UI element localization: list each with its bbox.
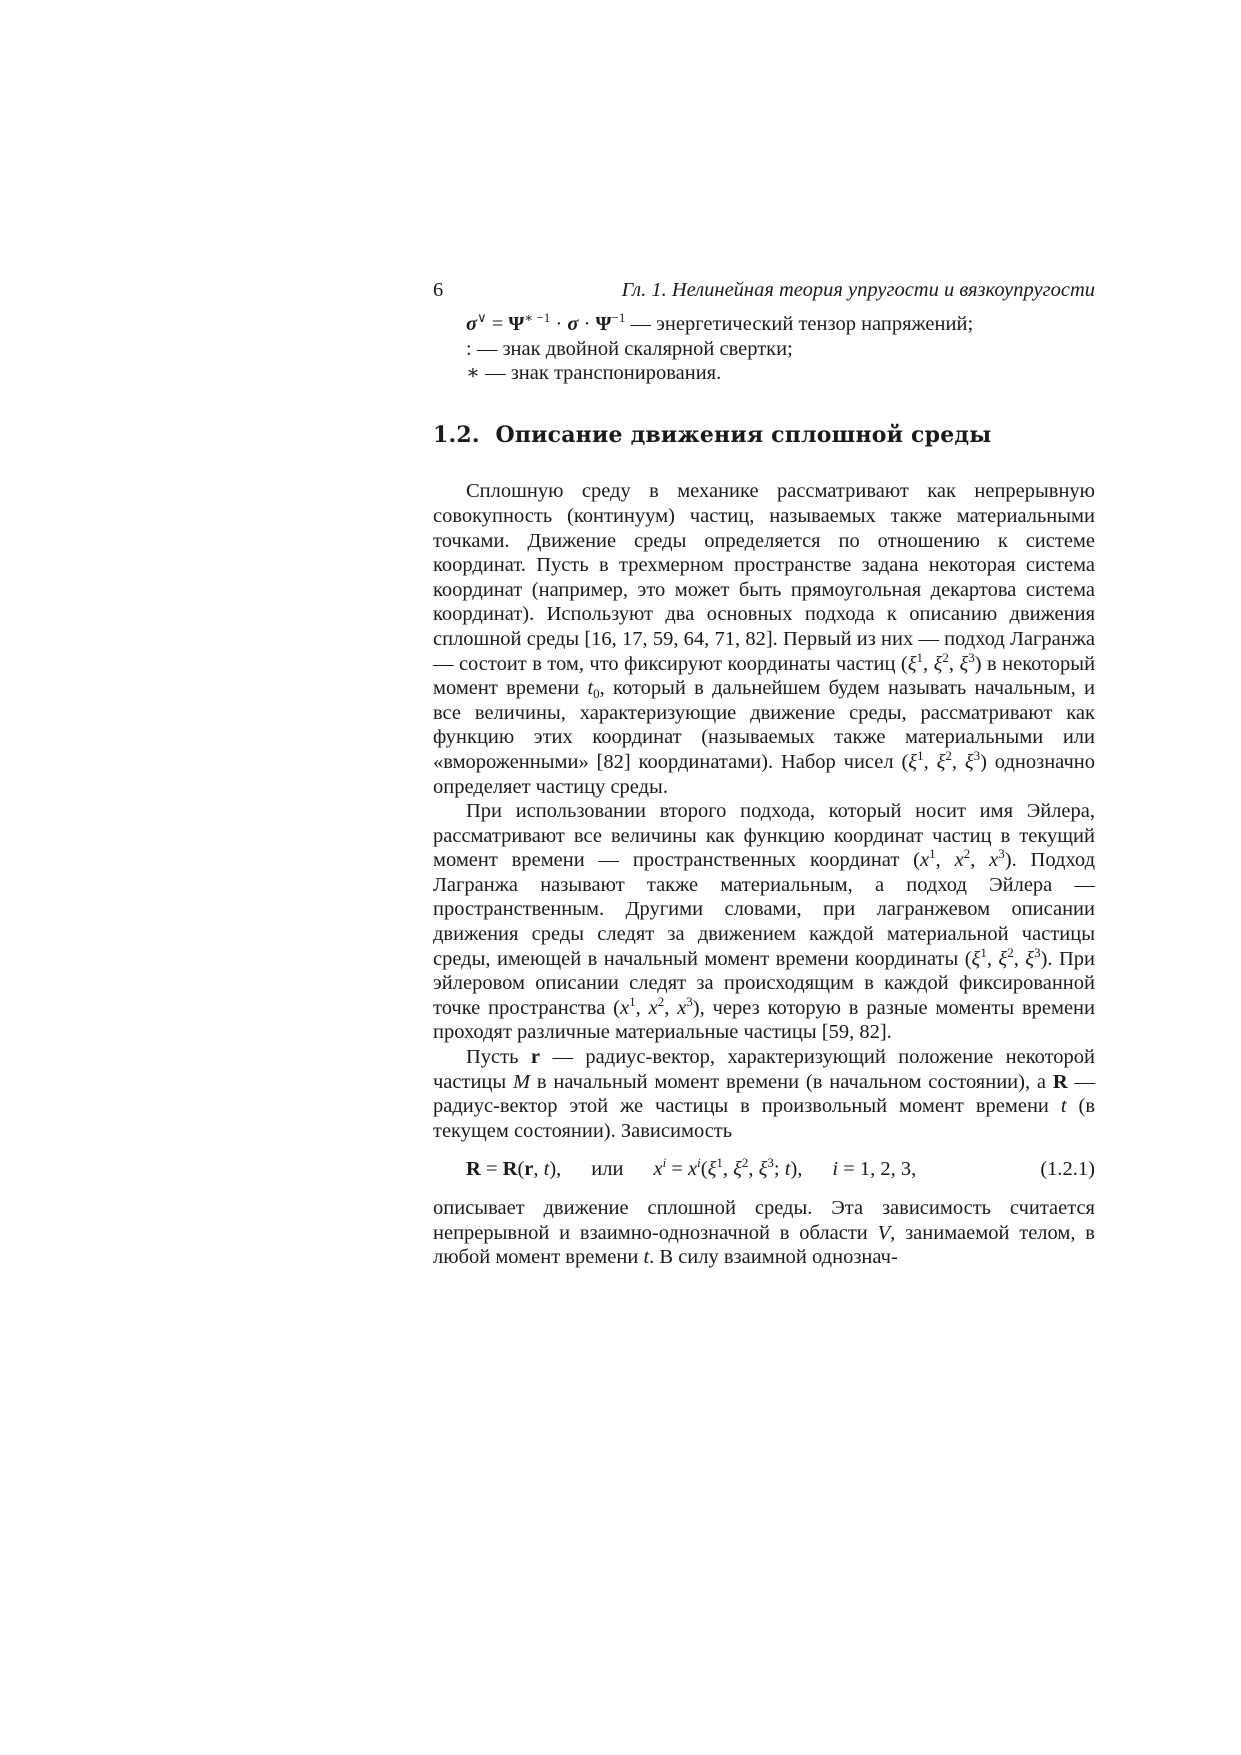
paragraph-text: в некоторый момент времени [433, 652, 1096, 700]
section-number: 1.2. [433, 421, 480, 448]
document-page [433, 278, 1095, 1270]
paragraph-text: , который в дальнейшем будем называть начальным, и все величины, характеризующие движение среды, рассматривают как функцию этих координат (называемых также материальными или «вмороженными» [82] координатами). Набор чисел [433, 677, 1095, 773]
paragraph-text: (в текущем состоянии). Зависимость [433, 1095, 1096, 1142]
formula-M: M [513, 1070, 531, 1093]
formula-spatial-coords: ($x^1$, $x^2$, $x^3$) [913, 846, 1012, 872]
equation-number: (1.2.1) [1040, 1158, 1095, 1181]
formula-t: t [643, 1246, 650, 1269]
formula-material-coords: ($\xi^1$, $\xi^2$, $\xi^3$) [964, 944, 1048, 970]
paragraph-text: , через которую в разные моменты времени проходят различные материальные частицы [59, 82]. [433, 996, 1096, 1044]
paragraph-text: , занимаемой телом, в любой момент времени [433, 1221, 1095, 1269]
notation-symbol: : [466, 337, 472, 360]
paragraph-text: . В силу взаимной однознач- [649, 1246, 898, 1269]
paragraph-text: описывает движение сплошной среды. Эта зависимость считается непрерывной и взаимно-однозначной в области [433, 1197, 1095, 1244]
notation-transpose [466, 361, 1095, 386]
paragraph-text: в начальный момент времени (в начальном состоянии), а [536, 1070, 1047, 1093]
formula-spatial-coords: ($x^1$, $x^2$, $x^3$) [613, 993, 700, 1019]
equation-1-2-1 [433, 1157, 1095, 1182]
paragraph-text: Пусть [466, 1046, 519, 1069]
page-number: 6 [433, 279, 444, 301]
section-heading [433, 423, 1095, 448]
notation-list [433, 312, 1095, 386]
notation-desc: — энергетический тензор напряжений; [630, 313, 974, 335]
formula-material-coords: ($\xi^1$, $\xi^2$, $\xi^3$) [900, 649, 982, 675]
notation-energy-stress [466, 312, 1095, 337]
equation-body: R = R(r, t), или $x^i = x^i(\xi^1$, $\xi^2$, $\xi^3$; t), i = 1, 2, 3, [466, 1155, 917, 1181]
paragraph-text: . Подход Лагранжа называют также материальным, а подход Эйлера — пространственным. Другими словами, при лагранжевом описании движения среды следят за движением каждой материальной частицы среды, имеющей в начальный момент времени координаты [433, 849, 1096, 970]
paragraph-text: Сплошную среду в механике рассматривают как непрерывную совокупность (континуум) частиц, называемых также материальными точками. Движение среды определяется по отношению к системе координат. Пусть в трехмерном пространстве задана некоторая система координат (например, это может быть прямоугольная декартова система координат). Используют два основных подхода к описанию движения сплошной среды [16, 17, 59, 64, 71, 82]. Первый из них — подход Лагранжа — состоит в том, что фиксируют координаты частиц [433, 480, 1095, 675]
section-title: Описание движения сплошной среды [495, 421, 992, 448]
formula-energy-stress: $\sigma^\vee = \Psi^{∗ -1} \cdot \sigma \cdot \Psi^{-1}$ [466, 310, 626, 335]
formula-t0: $t_0$ [587, 677, 600, 702]
formula-t: t [1060, 1095, 1067, 1118]
notation-symbol: ∗ [466, 362, 480, 385]
paragraph-text: При использовании второго подхода, который носит имя Эйлера, рассматривают все величины как функцию координат частиц в текущий момент времени — пространственных координат [433, 800, 1095, 872]
paragraph-text: — радиус-вектор, характеризующий положение некоторой частицы [433, 1046, 1096, 1093]
paragraph-text: — радиус-вектор этой же частицы в произвольный момент времени [433, 1070, 1095, 1118]
formula-r: r [530, 1046, 541, 1069]
formula-R: R [1052, 1070, 1068, 1093]
notation-double-dot [466, 337, 1095, 362]
running-title: Гл. 1. Нелинейная теория упругости и вязкоупругости [621, 279, 1095, 301]
notation-desc: — знак транспонирования. [485, 362, 722, 385]
equation-or-word: или [591, 1158, 624, 1181]
paragraph [433, 1045, 1095, 1143]
paragraph [433, 799, 1095, 1045]
paragraph [433, 1196, 1095, 1270]
paragraph-text: однозначно определяет частицу среды. [433, 750, 1095, 798]
running-header [433, 278, 1095, 302]
notation-desc: — знак двойной скалярной свертки; [476, 337, 793, 360]
paragraph [433, 479, 1095, 799]
formula-V: V [877, 1221, 891, 1244]
paragraph-text: . При эйлеровом описании следят за происходящим в каждой фиксированной точке пространства [433, 947, 1096, 1019]
formula-material-coords: ($\xi^1$, $\xi^2$, $\xi^3$) [901, 747, 987, 773]
